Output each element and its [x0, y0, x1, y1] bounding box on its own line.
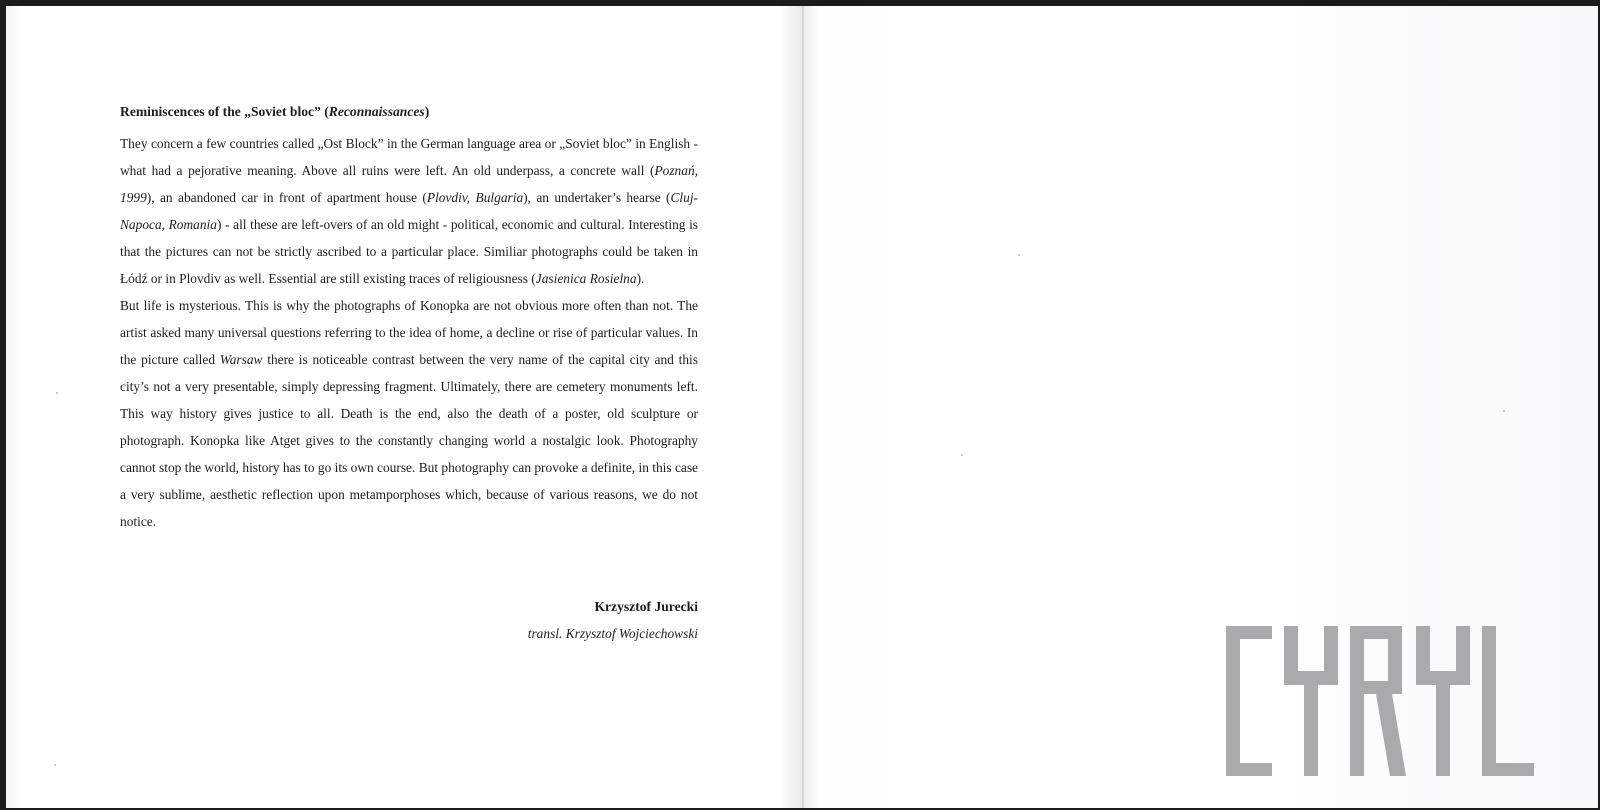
p2-italic-1: Warsaw — [219, 352, 263, 367]
paper-speck — [961, 454, 963, 456]
book-spread — [6, 6, 1598, 808]
paper-speck — [1503, 410, 1505, 412]
p1-italic-2: Plovdiv, Bulgaria — [426, 190, 524, 205]
p1-italic-3: Cluj-Napoca, Romania — [120, 190, 698, 232]
cyryl-watermark-logo — [1226, 626, 1566, 776]
p2-text-1: But life is mysterious. This is why the photographs of Konopka are not obvious more often than not. The artist asked many universal questions referring to the idea of home, a decline or rise of particular values. In the picture called — [120, 298, 698, 367]
essay-text — [120, 102, 698, 535]
p1-text-1: They concern a few countries called „Ost Block” in the German language area or „Soviet bloc” in English - what had a pejorative meaning. Above all ruins were left. An old underpass, a concrete wall ( — [120, 136, 698, 178]
paragraph-2 — [120, 292, 698, 535]
heading-close: ) — [424, 104, 430, 119]
p1-italic-4: Jasienica Rosielna — [535, 271, 637, 286]
paragraph-1 — [120, 130, 698, 292]
book-gutter — [802, 6, 804, 808]
signature-block — [120, 593, 698, 647]
paper-speck — [56, 392, 58, 394]
author-name: Krzysztof Jurecki — [594, 599, 698, 614]
translator-credit: transl. Krzysztof Wojciechowski — [527, 626, 698, 641]
heading-text: Reminiscences of the „Soviet bloc” ( — [120, 104, 329, 119]
p2-text-2: there is noticeable contrast between the very name of the capital city and this city’s not a very presentable, simply depressing fragment. Ultimately, there are cemetery monuments left. This way history gives justice to all. Death is the end, also the death of a poster, old sculpture or photograph. Konopka like Atget gives to the constantly changing world a nostalgic look. Photography cannot stop the world, history has to go its own course. But photography can provoke a definite, in this case a very sublime, aesthetic reflection upon metamporphoses which, because of various reasons, we do not notice. — [120, 352, 698, 529]
p1-italic-1: Poznań, 1999 — [120, 163, 698, 205]
heading-italic: Reconnaissances — [328, 104, 425, 119]
p1-text-2: ), an abandoned car in front of apartment house ( — [146, 190, 427, 205]
essay-heading — [120, 102, 698, 122]
p1-text-3: ), an undertaker’s hearse ( — [523, 190, 671, 205]
paper-speck — [54, 764, 56, 766]
p1-text-4: ) - all these are left-overs of an old might - political, economic and cultural. Interesting is that the pictures can not be strictly ascribed to a particular place. Similiar photographs could be taken in Łódź or in Plovdiv as well. Essential are still existing traces of religiousness ( — [120, 217, 699, 286]
p1-text-5: ). — [636, 271, 645, 286]
paper-speck — [1018, 254, 1020, 256]
